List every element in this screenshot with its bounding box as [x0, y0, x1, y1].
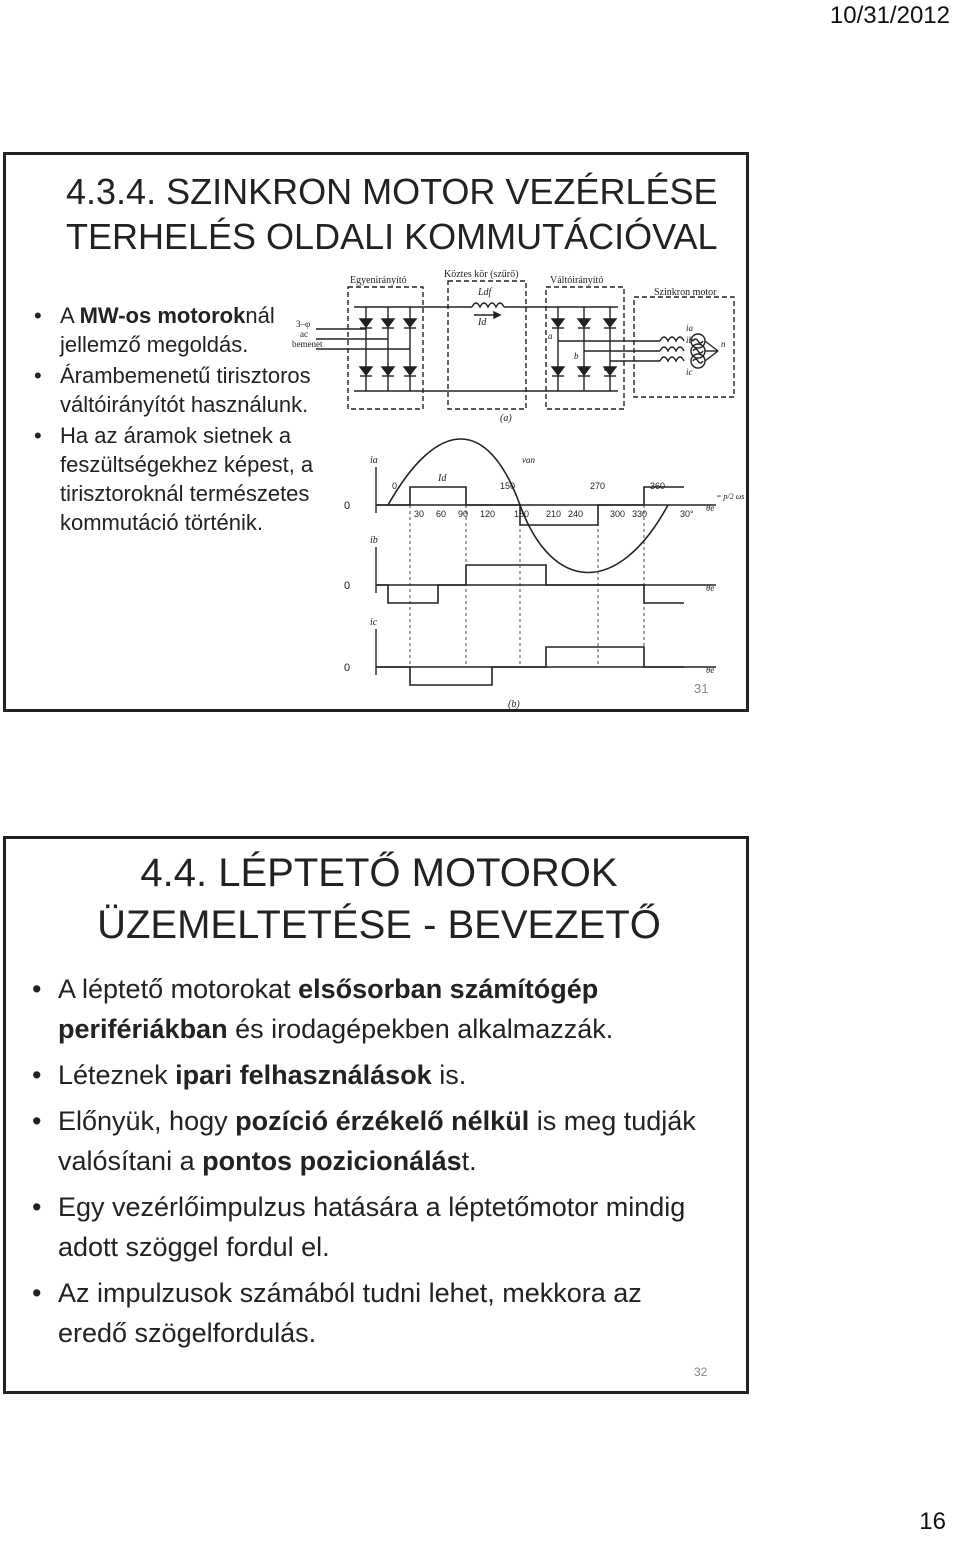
slide-title-line-2: TERHELÉS OLDALI KOMMUTÁCIÓVAL	[66, 216, 718, 257]
inverter-diagram	[288, 267, 748, 713]
tick-label: 30	[414, 509, 425, 519]
phase-b-label: b	[574, 351, 579, 361]
bullet-text: A léptető motorokat	[58, 974, 299, 1004]
bullet-item	[28, 1273, 718, 1353]
waveform-caption: (b)	[508, 699, 520, 710]
zero-label-c: 0	[344, 662, 351, 674]
circuit-caption: (a)	[500, 413, 512, 424]
phase-a-label: a	[548, 331, 553, 341]
bullet-list	[30, 301, 330, 539]
theta-label-b: θe	[706, 583, 715, 593]
bullet-text: Az impulzusok számából tudni lehet, mekkora az eredő szögelfordulás.	[58, 1278, 642, 1348]
zero-label-b: 0	[344, 580, 351, 592]
ldc-label: Ldf	[478, 287, 492, 298]
bullet-item	[28, 1101, 718, 1181]
tick-label: 120	[480, 509, 496, 519]
slide-title	[26, 847, 732, 951]
slide-32	[3, 836, 749, 1394]
motor-label: Szinkron motor	[654, 287, 717, 298]
slide-title-line-2: ÜZEMELTETÉSE - BEVEZETŐ	[97, 903, 661, 947]
bullet-bold-text: ipari felhasználások	[175, 1060, 432, 1090]
bullet-text: és irodagépekben alkalmazzák.	[227, 1014, 614, 1044]
bullet-text: Egy vezérlőimpulzus hatására a léptetőmotor mindig adott szöggel fordul el.	[58, 1192, 686, 1262]
input-label-3: bemenet	[292, 339, 323, 349]
bullet-item	[28, 1187, 718, 1267]
tick-label: 270	[590, 481, 606, 491]
bullet-item	[30, 361, 330, 419]
input-label-2: ac	[300, 329, 308, 339]
tick-label: 30°	[680, 509, 694, 519]
tick-label: 300	[610, 509, 626, 519]
input-label-1: 3–φ	[296, 319, 311, 329]
tick-label: 150	[500, 481, 516, 491]
bullet-text: nál jellemző megoldás.	[60, 303, 275, 357]
zero-label-a: 0	[344, 500, 351, 512]
neutral-label: n	[721, 339, 726, 349]
bullet-list	[28, 969, 718, 1359]
ib-circuit-label: ib	[686, 335, 694, 345]
rectifier-label: Egyenirányító	[350, 275, 407, 286]
ib-label: ib	[370, 535, 378, 546]
bullet-text: is.	[431, 1060, 467, 1090]
slide-title-line-1: 4.3.4. SZINKRON MOTOR VEZÉRLÉSE	[66, 171, 718, 212]
page-number: 16	[919, 1508, 946, 1535]
bullet-item	[28, 1055, 718, 1095]
bullet-text: Ha az áramok sietnek a feszültségekhez képest, a tirisztoroknál természetes kommutáció történik.	[60, 423, 314, 535]
page-date: 10/31/2012	[829, 2, 950, 29]
tick-label: 330	[632, 509, 648, 519]
bullet-text: Léteznek	[58, 1060, 176, 1090]
bullet-bold-text: elsősorban számítógép perifériákban	[58, 974, 599, 1044]
tick-label: 180	[514, 509, 530, 519]
bullet-bold-text: MW-os motorok	[79, 303, 246, 328]
slide-31	[3, 152, 749, 712]
bullet-text: Előnyük, hogy	[58, 1106, 236, 1136]
bullet-item	[30, 301, 330, 359]
van-label: van	[522, 455, 535, 465]
id-label: Id	[478, 317, 487, 328]
slide-title-line-1: 4.4. LÉPTETŐ MOTOROK	[140, 851, 618, 895]
tick-label: 240	[568, 509, 584, 519]
phase-c-label: c	[604, 363, 608, 373]
slide-number: 32	[694, 1365, 708, 1379]
ia-circuit-label: ia	[686, 323, 694, 333]
theta-formula: = p/2 ωs	[716, 492, 745, 501]
bullet-text: t.	[461, 1146, 477, 1176]
id-wave-label: Id	[438, 473, 447, 484]
bullet-text: is meg tudják valósítani a	[58, 1106, 696, 1176]
tick-label: 90	[458, 509, 469, 519]
theta-label-c: θe	[706, 665, 715, 675]
dc-link-label: Köztes kör (szűrő)	[444, 269, 519, 280]
inverter-label: Váltóirányító	[550, 275, 604, 286]
ic-circuit-label: ic	[686, 367, 693, 377]
slide-title	[66, 169, 726, 259]
dc-link-inductor	[472, 303, 504, 307]
tick-label: 60	[436, 509, 447, 519]
ic-label: ic	[370, 617, 378, 628]
bullet-bold-text: pozíció érzékelő nélkül	[235, 1106, 530, 1136]
ic-waveform	[376, 647, 684, 685]
tick-label: 210	[546, 509, 562, 519]
tick-label: 360	[650, 481, 666, 491]
bullet-text: A	[60, 303, 80, 328]
motor-box	[634, 297, 734, 397]
ia-waveform	[376, 487, 684, 525]
theta-label-a: θe	[706, 503, 715, 513]
waveform-gridlines	[410, 505, 644, 667]
bullet-item	[28, 969, 718, 1049]
bullet-bold-text: pontos pozicionálás	[202, 1146, 462, 1176]
ia-label: ia	[370, 455, 378, 466]
id-arrowhead	[494, 312, 500, 318]
ib-waveform	[376, 565, 684, 603]
tick-label: 0	[392, 481, 398, 491]
bullet-text: Árambemenetű tirisztoros váltóirányítót használunk.	[60, 363, 311, 417]
slide-number: 31	[694, 681, 709, 696]
inverter-thyristors	[552, 307, 616, 391]
dc-link-box	[448, 281, 526, 409]
bullet-item	[30, 421, 330, 537]
